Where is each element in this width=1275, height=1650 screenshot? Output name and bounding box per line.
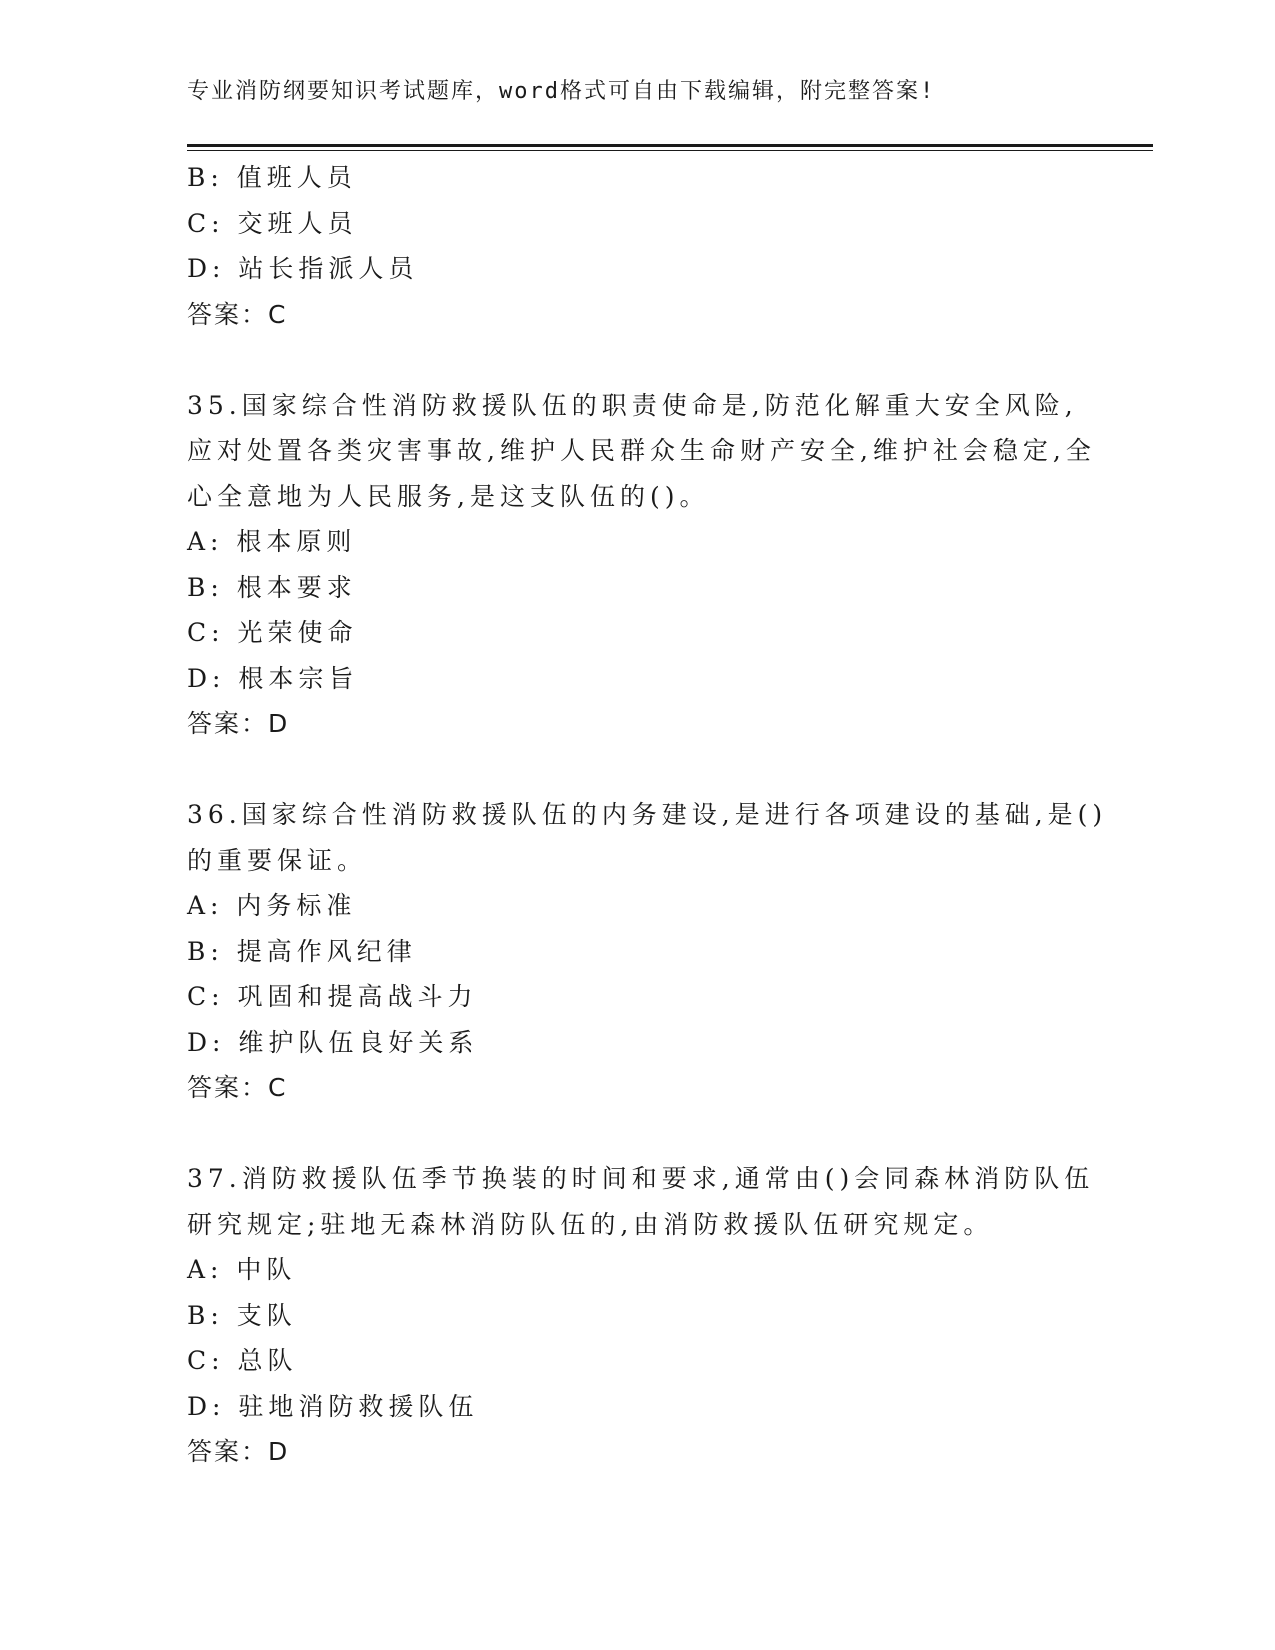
question-block-36 bbox=[187, 792, 1108, 1111]
question-block-continued bbox=[187, 155, 1067, 337]
page-header: 专业消防纲要知识考试题库，word格式可自由下载编辑，附完整答案! bbox=[187, 79, 936, 104]
question-text-line: 37.消防救援队伍季节换装的时间和要求,通常由()会同森林消防队伍 bbox=[187, 1164, 1095, 1193]
question-block-35 bbox=[187, 383, 1096, 747]
question-text-line: 35.国家综合性消防救援队伍的职责使命是,防范化解重大安全风险, bbox=[187, 390, 1078, 420]
question-text-line: 研究规定;驻地无森林消防队伍的,由消防救援队伍研究规定。 bbox=[187, 1209, 994, 1239]
answer-line: 答案：C bbox=[187, 1073, 288, 1102]
option-c: C: 光荣使命 bbox=[187, 618, 358, 647]
option-d: D: 根本宗旨 bbox=[187, 663, 359, 693]
answer-line: 答案：D bbox=[187, 709, 290, 738]
answer-line: 答案：C bbox=[187, 299, 288, 329]
option-a: A: 根本原则 bbox=[187, 527, 357, 556]
question-text-line: 36.国家综合性消防救援队伍的内务建设,是进行各项建设的基础,是() bbox=[187, 800, 1108, 829]
question-block-37 bbox=[187, 1156, 1095, 1475]
option-a: A: 中队 bbox=[187, 1255, 297, 1284]
option-c: C: 总队 bbox=[187, 1346, 298, 1375]
option-b: B: 支队 bbox=[187, 1300, 297, 1330]
answer-line: 答案：D bbox=[187, 1437, 290, 1466]
question-text-line: 心全意地为人民服务,是这支队伍的()。 bbox=[187, 481, 710, 511]
option-b: B: 根本要求 bbox=[187, 572, 357, 602]
header-rule-thin bbox=[187, 150, 1153, 151]
option-c: C: 巩固和提高战斗力 bbox=[187, 982, 478, 1011]
question-text-line: 应对处置各类灾害事故,维护人民群众生命财产安全,维护社会稳定,全 bbox=[187, 436, 1096, 465]
option-b: B: 值班人员 bbox=[187, 163, 357, 192]
question-text-line: 的重要保证。 bbox=[187, 845, 368, 875]
option-a: A: 内务标准 bbox=[187, 891, 357, 920]
option-d: D: 维护队伍良好关系 bbox=[187, 1027, 479, 1057]
header-rule-thick bbox=[187, 144, 1153, 147]
option-b: B: 提高作风纪律 bbox=[187, 936, 417, 966]
document-body bbox=[187, 155, 1108, 1475]
option-c: C: 交班人员 bbox=[187, 208, 358, 238]
option-d: D: 站长指派人员 bbox=[187, 254, 419, 283]
option-d: D: 驻地消防救援队伍 bbox=[187, 1391, 479, 1421]
